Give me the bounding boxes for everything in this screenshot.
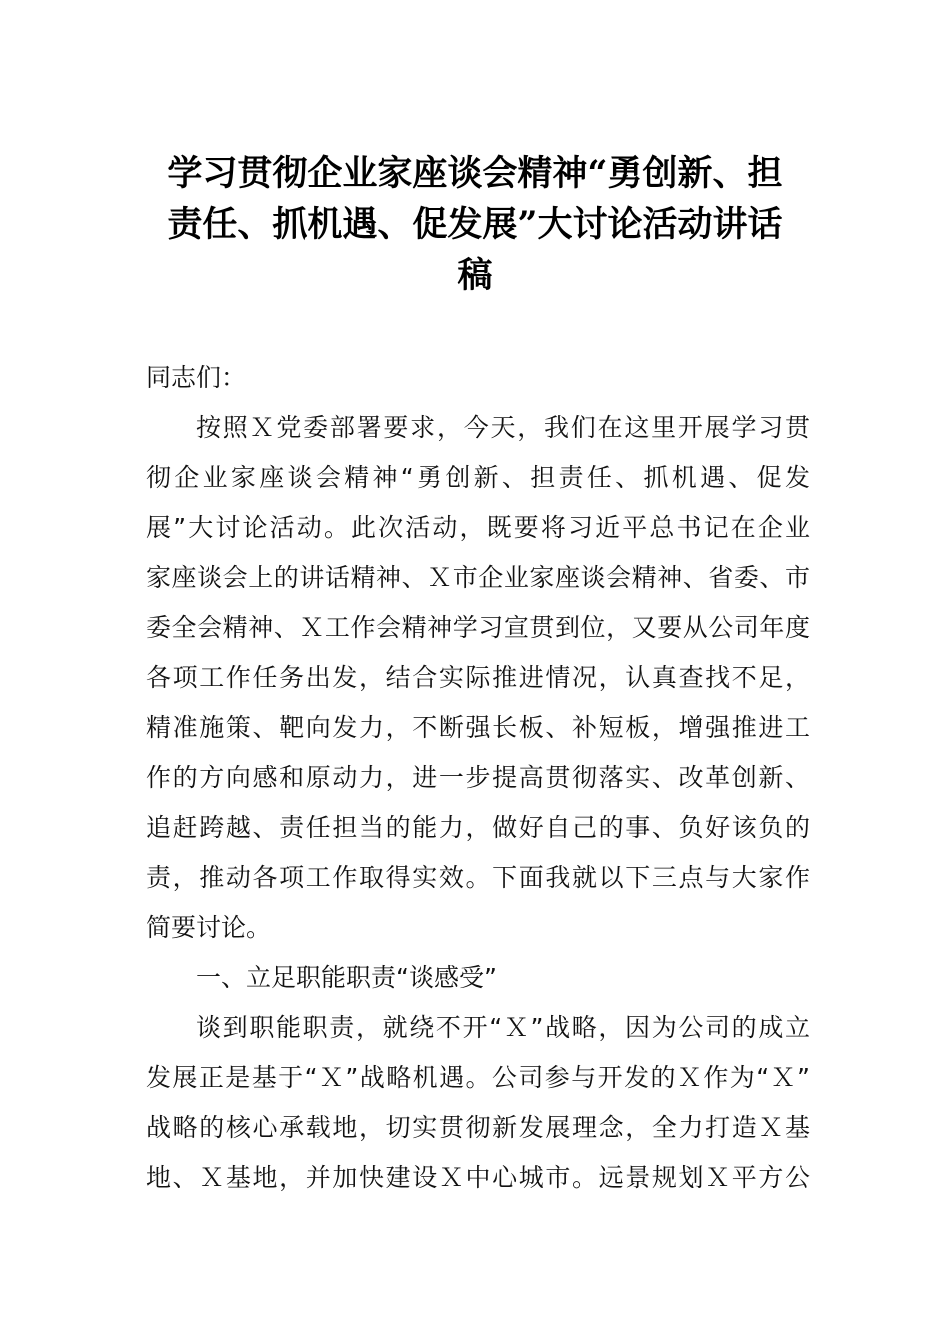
paragraph-line: 追赶跨越、责任担当的能力，做好自己的事、负好该负的 xyxy=(146,813,810,842)
paragraph-line: 展”大讨论活动。此次活动，既要将习近平总书记在企业 xyxy=(146,513,810,542)
section-heading: 一、立足职能职责“谈感受” xyxy=(196,963,497,992)
title-line: 稿 xyxy=(457,255,493,296)
document-title xyxy=(140,148,810,301)
paragraph-line: 作的方向感和原动力，进一步提高贯彻落实、改革创新、 xyxy=(146,763,810,792)
paragraph-1 xyxy=(146,403,810,953)
paragraph-line: 各项工作任务出发，结合实际推进情况，认真查找不足， xyxy=(146,663,810,692)
paragraph-line: 委全会精神、Ｘ工作会精神学习宣贯到位，又要从公司年度 xyxy=(146,613,810,642)
paragraph-line: 家座谈会上的讲话精神、Ｘ市企业家座谈会精神、省委、市 xyxy=(146,563,810,592)
paragraph-line: 发展正是基于“Ｘ”战略机遇。公司参与开发的Ｘ作为“Ｘ” xyxy=(146,1063,810,1092)
paragraph-line: 谈到职能职责，就绕不开“Ｘ”战略，因为公司的成立 xyxy=(196,1013,810,1042)
paragraph-2 xyxy=(146,1003,810,1203)
paragraph-line: 彻企业家座谈会精神“勇创新、担责任、抓机遇、促发 xyxy=(146,463,810,492)
paragraph-line: 地、Ｘ基地，并加快建设Ｘ中心城市。远景规划Ｘ平方公 xyxy=(146,1163,810,1192)
title-line: 学习贯彻企业家座谈会精神“勇创新、担 xyxy=(167,153,783,194)
salutation: 同志们： xyxy=(146,363,247,392)
title-line: 责任、抓机遇、促发展”大讨论活动讲话 xyxy=(167,204,783,245)
document-body xyxy=(146,353,810,1203)
paragraph-line: 简要讨论。 xyxy=(146,913,272,942)
paragraph-line: 精准施策、靶向发力，不断强长板、补短板，增强推进工 xyxy=(146,713,810,742)
paragraph-line: 按照Ｘ党委部署要求，今天，我们在这里开展学习贯 xyxy=(196,413,810,442)
paragraph-line: 责，推动各项工作取得实效。下面我就以下三点与大家作 xyxy=(146,863,810,892)
paragraph-line: 战略的核心承载地，切实贯彻新发展理念，全力打造Ｘ基 xyxy=(146,1113,810,1142)
